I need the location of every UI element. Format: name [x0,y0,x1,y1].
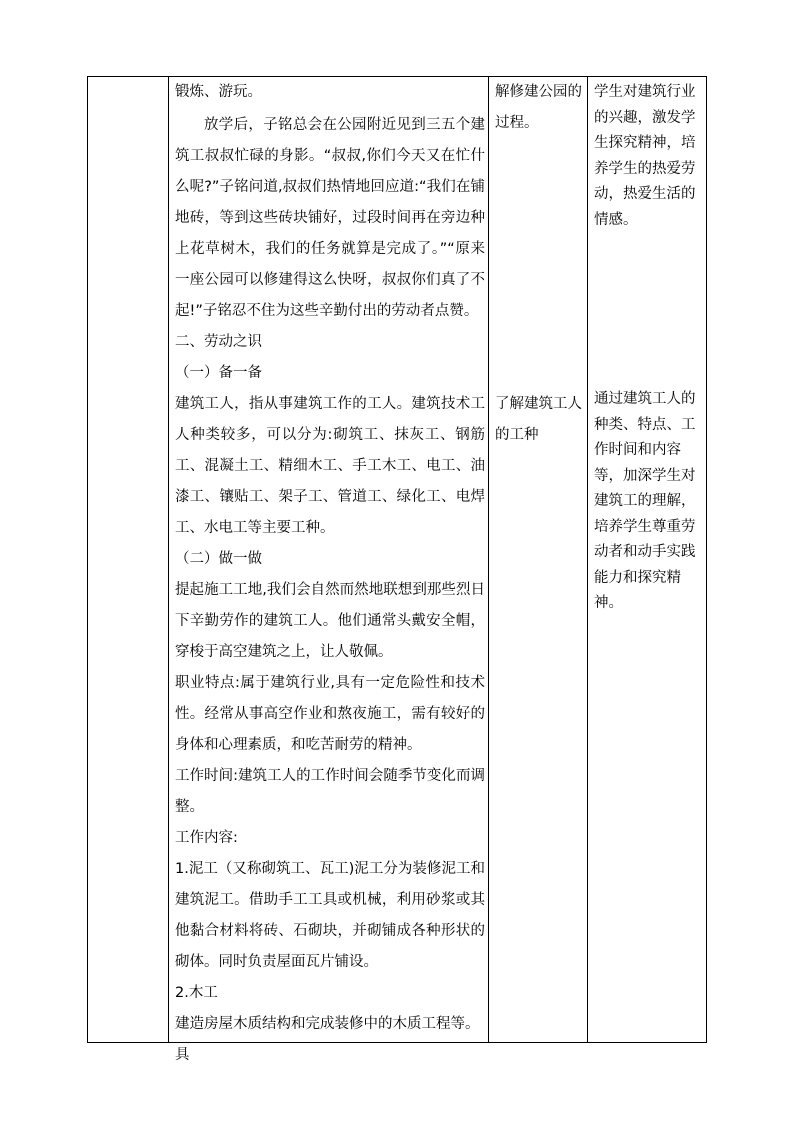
lesson-plan-table [87,76,707,1063]
activity-park: 解修建公园的过程。 [495,84,582,131]
activity-cell [489,77,588,1043]
intent-cell [588,77,707,1043]
paragraph-site-intro: 提起施工工地,我们会自然而然地联想到那些烈日下辛勤劳作的建筑工人。他们通常头戴安全帽，穿梭于高空建筑之上，让人敬佩。 [175,582,485,660]
paragraph-story: 放学后，子铭总会在公园附近见到三五个建筑工叔叔忙碌的身影。“叔叔,你们今天又在忙什么呢?”子铭问道,叔叔们热情地回应道:“我们在铺地砖，等到这些砖块铺好，过段时间再在旁边种上花草树木，我们的任务就算是完成了。”“原来一座公园可以修建得这么快呀，叔叔你们真了不起!”子铭忍不住为这些辛勤付出的劳动者点赞。 [175,117,485,319]
paragraph-intro-end: 锻炼、游玩。 [175,84,262,100]
paragraph-carpentry-title: 2.木工 [175,985,218,1001]
table-row [88,77,707,1043]
section-heading-knowledge: 二、劳动之识 [175,334,262,350]
paragraph-worker-types: 建筑工人，指从事建筑工作的工人。建筑技术工人种类较多，可以分为:砌筑工、抹灰工、钢筋工、混凝土工、精细木工、手工木工、电工、油漆工、镶贴工、架子工、管道工、绿化工、电焊工、水电工等主要工种。 [175,396,485,536]
subheading-do: （二）做一做 [175,551,262,567]
paragraph-job-traits: 职业特点:属于建筑行业,具有一定危险性和技术性。经常从事高空作业和熬夜施工，需有较好的身体和心理素质，和吃苦耐劳的精神。 [175,675,485,753]
activity-worker-types: 了解建筑工人的工种 [495,396,582,443]
paragraph-work-content-label: 工作内容: [175,830,238,846]
paragraph-masonry: 1.泥工（又称砌筑工、瓦工)泥工分为装修泥工和建筑泥工。借助手工工具或机械，利用砂浆或其他黏合材料将砖、石砌块，并砌铺成各种形状的砌体。同时负责屋面瓦片铺设。 [175,861,485,970]
paragraph-work-hours: 工作时间:建筑工人的工作时间会随季节变化而调整。 [175,768,485,815]
intent-interest: 学生对建筑行业的兴趣，激发学生探究精神，培养学生的热爱劳动，热爱生活的情感。 [594,84,696,228]
intent-understanding: 通过建筑工人的种类、特点、工作时间和内容等，加深学生对建筑工的理解，培养学生尊重劳动者和动手实践能力和探究精神。 [594,391,696,611]
content-cell [169,77,489,1063]
stage-cell [88,77,169,1043]
subheading-prepare: （一）备一备 [175,365,262,381]
paragraph-carpentry-desc: 建造房屋木质结构和完成装修中的木质工程等。具 [175,1016,480,1063]
